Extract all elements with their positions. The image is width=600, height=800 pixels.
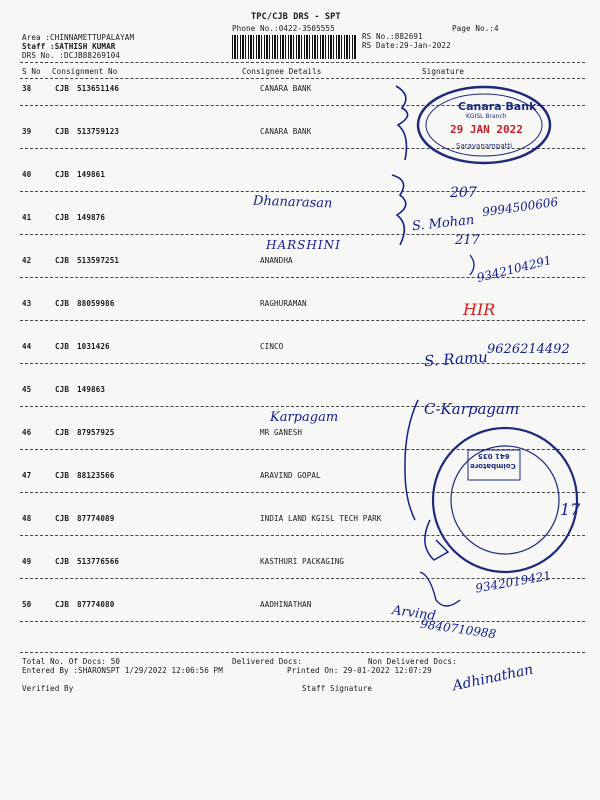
row-serial: 45 (22, 385, 32, 394)
staff-label: Staff :SATHISH KUMAR (22, 42, 116, 51)
handwritten-217: 217 (455, 233, 480, 248)
row-serial: 47 (22, 471, 32, 480)
verified-by: Verified By (22, 684, 74, 693)
row-consignment-number: 88059986 (77, 299, 115, 308)
handwritten-ramu: S. Ramu (423, 347, 489, 371)
handwritten-phone-arvind: 9840710988 (419, 616, 497, 642)
row-consignee: CANARA BANK (260, 84, 312, 93)
col-sno: S No (22, 67, 41, 76)
row-prefix: CJB (55, 213, 70, 222)
rs-number: RS No.:882691 (362, 32, 423, 41)
row-prefix: CJB (55, 127, 70, 136)
row-consignment-number: 513759123 (77, 127, 120, 136)
seal-pin: 641 035 (478, 452, 510, 460)
row-consignment-number: 149863 (77, 385, 106, 394)
bank-stamp-branch: KGISL Branch (466, 113, 507, 120)
handwritten-phone-anandha: 9342104291 (475, 252, 553, 286)
row-consignment-number: 88123566 (77, 471, 115, 480)
document-title: TPC/CJB DRS - SPT (251, 12, 341, 22)
row-prefix: CJB (55, 342, 70, 351)
delivered-docs: Delivered Docs: (232, 657, 303, 666)
row-consignee: ANANDHA (260, 256, 293, 265)
handwritten-adhinathan: Adhinathan (451, 661, 535, 695)
handwritten-harshini: HARSHINI (266, 238, 341, 252)
drs-number: DRS No. :DCJB88269104 (22, 51, 121, 60)
handwritten-karpagam: Karpagam (270, 410, 339, 425)
row-prefix: CJB (55, 170, 70, 179)
bank-stamp-place: Saravanampatti (456, 142, 513, 150)
row-consignment-number: 513651146 (77, 84, 120, 93)
row-serial: 50 (22, 600, 32, 609)
row-prefix: CJB (55, 557, 70, 566)
col-consignment: Consignment No (52, 67, 118, 76)
row-consignee: MR GANESH (260, 428, 303, 437)
row-prefix: CJB (55, 428, 70, 437)
handwritten-17: 17 (560, 500, 581, 519)
row-prefix: CJB (55, 385, 70, 394)
row-consignee: CINCO (260, 342, 284, 351)
seal-city: Coimbatore (470, 462, 516, 470)
row-consignment-number: 149876 (77, 213, 106, 222)
handwritten-phone-kasthuri: 9342019421 (474, 568, 552, 596)
rs-date: RS Date:29-Jan-2022 (362, 41, 451, 50)
row-prefix: CJB (55, 471, 70, 480)
row-consignment-number: 87957925 (77, 428, 115, 437)
handwritten-hir: HIR (463, 300, 496, 319)
total-docs: Total No. Of Docs: 50 (22, 657, 121, 666)
row-consignment-number: 149861 (77, 170, 106, 179)
row-consignment-number: 513597251 (77, 256, 120, 265)
row-serial: 49 (22, 557, 32, 566)
row-serial: 46 (22, 428, 32, 437)
row-serial: 38 (22, 84, 32, 93)
staff-signature: Staff Signature (302, 684, 373, 693)
row-prefix: CJB (55, 256, 70, 265)
row-consignee: INDIA LAND KGISL TECH PARK (260, 514, 382, 523)
non-delivered-docs: Non Delivered Docs: (368, 657, 457, 666)
row-serial: 43 (22, 299, 32, 308)
row-consignee: RAGHURAMAN (260, 299, 307, 308)
row-consignee: CANARA BANK (260, 127, 312, 136)
row-prefix: CJB (55, 299, 70, 308)
area-label: Area :CHINNAMETTUPALAYAM (22, 33, 135, 42)
row-serial: 41 (22, 213, 32, 222)
handwritten-c-karpagam: C-Karpagam (424, 400, 520, 418)
bank-stamp-name: Canara Bank (458, 100, 537, 113)
handwritten-phone-cinco: 9626214492 (487, 342, 570, 357)
entered-by: Entered By :SHARONSPT 1/29/2022 12:06:56 PM (22, 666, 223, 675)
row-serial: 40 (22, 170, 32, 179)
col-signature: Signature (422, 67, 465, 76)
handwritten-arvind: Arvind (391, 603, 437, 624)
phone-number: Phone No.:0422-3505555 (232, 24, 335, 33)
row-prefix: CJB (55, 600, 70, 609)
handwritten-207: 207 (450, 185, 477, 201)
row-serial: 44 (22, 342, 32, 351)
row-prefix: CJB (55, 84, 70, 93)
row-consignment-number: 513776566 (77, 557, 120, 566)
footer-divider (20, 652, 585, 653)
row-prefix: CJB (55, 514, 70, 523)
row-consignment-number: 1031426 (77, 342, 110, 351)
row-serial: 42 (22, 256, 32, 265)
row-consignee: AADHINATHAN (260, 600, 312, 609)
row-consignment-number: 87774080 (77, 600, 115, 609)
handwritten-mohan: S. Mohan (411, 212, 475, 235)
row-consignee: ARAVIND GOPAL (260, 471, 321, 480)
row-serial: 39 (22, 127, 32, 136)
printed-on: Printed On: 29-01-2022 12:07:29 (287, 666, 432, 675)
bank-stamp-date: 29 JAN 2022 (450, 123, 523, 136)
col-consignee: Consignee Details (242, 67, 322, 76)
row-serial: 48 (22, 514, 32, 523)
row-consignment-number: 87774089 (77, 514, 115, 523)
page-number: Page No.:4 (452, 24, 499, 33)
row-consignee: KASTHURI PACKAGING (260, 557, 345, 566)
handwritten-dhanarasan: Dhanarasan (252, 193, 333, 212)
handwritten-phone-mohan: 9994500606 (481, 194, 559, 220)
